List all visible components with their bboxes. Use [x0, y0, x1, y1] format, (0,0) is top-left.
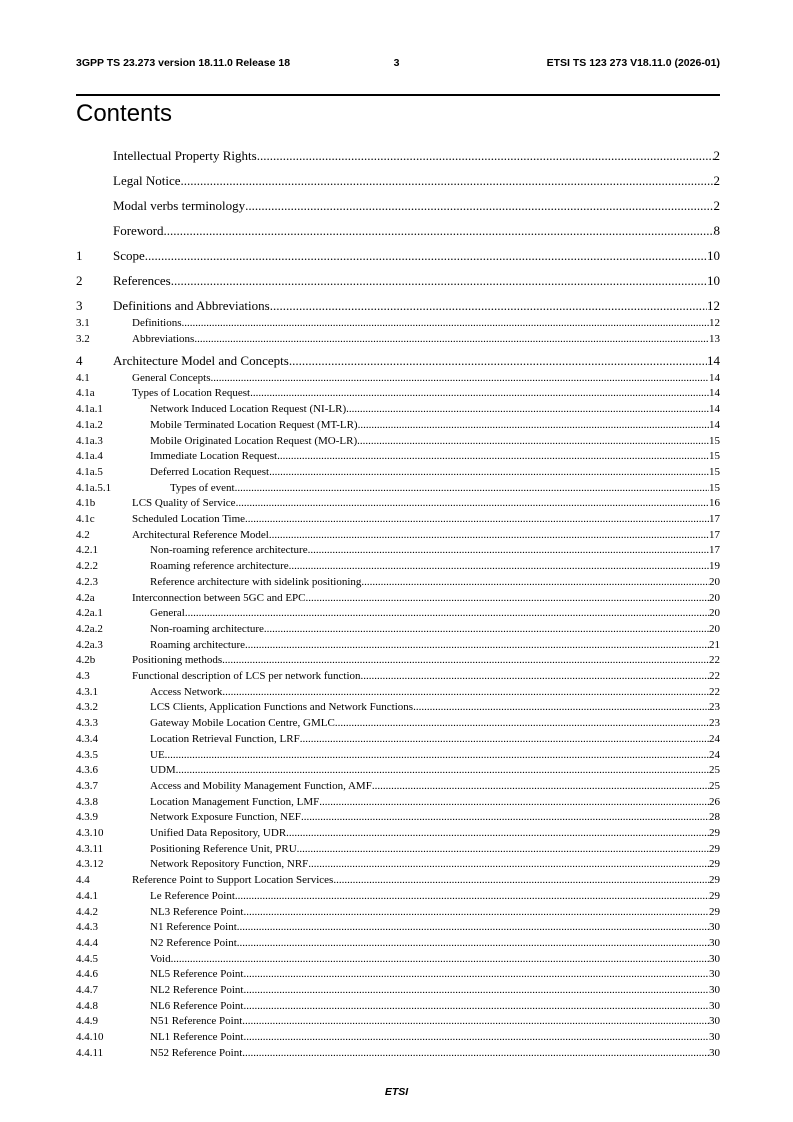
toc-entry-page: 17 [709, 544, 720, 557]
footer-etsi: ETSI [384, 1086, 409, 1098]
toc-entry[interactable] [76, 827, 720, 839]
toc-leader-dots [286, 827, 709, 839]
toc-leader-dots [211, 372, 710, 384]
toc-leader-dots [235, 482, 709, 494]
toc-leader-dots [182, 317, 710, 329]
toc-entry-page: 22 [709, 670, 720, 682]
toc-entry-page: 30 [709, 1046, 720, 1059]
toc-leader-dots [372, 780, 709, 792]
toc-entry-label: Non-roaming reference architecture [150, 544, 308, 557]
toc-entry-label: Legal Notice [113, 173, 181, 188]
toc-entry[interactable] [76, 858, 720, 870]
toc-entry-label: General Concepts [132, 371, 211, 384]
toc-entry-page: 15 [709, 450, 720, 463]
toc-leader-dots [243, 906, 709, 918]
toc-entry-number: 4.3.12 [76, 858, 104, 871]
toc-entry[interactable] [76, 906, 720, 918]
toc-entry[interactable] [76, 764, 720, 776]
toc-entry[interactable] [76, 717, 720, 729]
toc-leader-dots [346, 403, 709, 415]
toc-leader-dots [222, 686, 709, 698]
toc-entry-page: 25 [709, 779, 720, 792]
toc-entry[interactable] [76, 223, 720, 239]
toc-entry-page: 23 [709, 701, 720, 714]
toc-entry[interactable] [76, 173, 720, 189]
toc-entry-number: 4.1a.4 [76, 450, 103, 463]
toc-entry-number: 4.1a.2 [76, 418, 103, 431]
toc-leader-dots [181, 173, 714, 189]
toc-entry-number: 4.4.5 [76, 952, 98, 965]
toc-entry-label: Non-roaming architecture [150, 622, 264, 635]
toc-leader-dots [245, 198, 713, 214]
toc-entry-number: 4.4.4 [76, 936, 98, 949]
page-title: Contents [76, 100, 173, 127]
toc-entry-label: UE [150, 748, 165, 761]
toc-entry-page: 24 [709, 732, 720, 745]
toc-entry-number: 4.3 [76, 670, 90, 682]
toc-entry-label: General [150, 607, 185, 620]
toc-entry-number: 4.3.8 [76, 795, 98, 808]
toc-entry-page: 2 [713, 173, 720, 188]
toc-leader-dots [237, 921, 709, 933]
toc-leader-dots [297, 843, 709, 855]
toc-entry-page: 19 [709, 560, 720, 573]
toc-leader-dots [235, 890, 709, 902]
toc-entry[interactable] [76, 937, 720, 949]
toc-entry-page: 15 [709, 465, 720, 478]
toc-entry-label: Mobile Terminated Location Request (MT-LR) [150, 418, 358, 431]
toc-leader-dots [269, 466, 709, 478]
toc-entry-label: NL5 Reference Point [150, 968, 244, 981]
toc-entry-page: 14 [709, 371, 720, 384]
toc-leader-dots [145, 248, 707, 264]
toc-entry[interactable] [76, 984, 720, 996]
toc-entry[interactable] [76, 811, 720, 823]
toc-leader-dots [269, 529, 709, 541]
toc-entry[interactable] [76, 780, 720, 792]
toc-entry-page: 20 [709, 607, 720, 620]
toc-leader-dots [361, 670, 709, 682]
toc-entry-page: 30 [709, 968, 720, 981]
toc-entry-label: References [113, 273, 171, 288]
toc-entry-page: 14 [709, 403, 720, 416]
header-page-number: 3 [393, 57, 400, 69]
toc-entry-number: 4.3.7 [76, 779, 98, 792]
toc-entry-page: 30 [709, 999, 720, 1012]
toc-leader-dots [270, 298, 707, 314]
toc-entry-number: 4.2.1 [76, 544, 98, 557]
toc-entry-page: 8 [713, 223, 720, 238]
toc-entry-label: Le Reference Point [150, 889, 235, 902]
header-etsi-reference: ETSI TS 123 273 V18.11.0 (2026-01) [546, 57, 720, 69]
toc-entry-label: Modal verbs terminology [113, 198, 246, 213]
toc-entry-page: 20 [709, 591, 720, 604]
toc-entry[interactable] [76, 273, 720, 289]
toc-entry[interactable] [76, 148, 720, 164]
toc-entry-number: 4.3.10 [76, 827, 104, 839]
toc-entry-label: Positioning Reference Unit, PRU [150, 842, 297, 855]
toc-entry-label: Immediate Location Request [150, 450, 278, 463]
toc-leader-dots [165, 749, 709, 761]
toc-entry-label: Scheduled Location Time [132, 513, 246, 525]
toc-entry-number: 4.2 [76, 528, 90, 541]
toc-entry[interactable] [76, 874, 720, 886]
toc-leader-dots [242, 1015, 709, 1027]
toc-leader-dots [171, 273, 707, 289]
toc-entry-page: 14 [709, 418, 720, 431]
toc-entry-page: 30 [709, 936, 720, 949]
toc-entry-label: Network Induced Location Request (NI-LR) [150, 403, 347, 416]
toc-entry-page: 29 [709, 827, 720, 839]
toc-entry-number: 4.4.8 [76, 999, 98, 1012]
toc-entry-page: 14 [709, 387, 720, 400]
toc-leader-dots [277, 450, 709, 462]
toc-entry-label: Scope [113, 248, 145, 263]
toc-entry-number: 4.4.7 [76, 984, 98, 996]
toc-entry-label: Reference architecture with sidelink positioning [150, 575, 362, 588]
toc-leader-dots [171, 953, 709, 965]
toc-entry-number: 4.2a.1 [76, 607, 103, 620]
toc-leader-dots [301, 811, 709, 823]
toc-entry-number: 1 [76, 248, 83, 263]
toc-leader-dots [361, 576, 709, 588]
toc-entry-label: Access Network [150, 685, 223, 698]
toc-entry-label: NL2 Reference Point [150, 984, 244, 996]
toc-entry-number: 4.4.6 [76, 968, 98, 981]
toc-entry-label: Gateway Mobile Location Centre, GMLC [150, 717, 335, 730]
toc-entry-number: 4.3.2 [76, 701, 98, 714]
toc-entry-label: Reference Point to Support Location Services [132, 874, 334, 887]
toc-entry-number: 4.1b [76, 497, 96, 510]
toc-leader-dots [243, 1000, 709, 1012]
toc-entry[interactable] [76, 333, 720, 345]
toc-entry[interactable] [76, 298, 720, 314]
toc-entry[interactable] [76, 544, 720, 556]
toc-entry-number: 4.1c [76, 513, 95, 525]
header-spec-version: 3GPP TS 23.273 version 18.11.0 Release 18 [76, 57, 291, 69]
toc-leader-dots [237, 937, 709, 949]
toc-entry-label: Location Retrieval Function, LRF [150, 732, 300, 745]
toc-entry-number: 3.2 [76, 332, 90, 345]
toc-entry-number: 2 [76, 273, 83, 288]
toc-entry-number: 4.3.4 [76, 732, 98, 745]
toc-entry-label: UDM [150, 764, 176, 777]
toc-entry[interactable] [76, 198, 720, 214]
toc-entry[interactable] [76, 482, 720, 494]
toc-entry[interactable] [76, 607, 720, 619]
toc-entry-label: Foreword [113, 223, 164, 238]
toc-entry-label: Network Repository Function, NRF [150, 858, 309, 871]
toc-entry[interactable] [76, 353, 720, 369]
toc-entry-label: N52 Reference Point [150, 1046, 243, 1059]
toc-entry-number: 4.2a.2 [76, 622, 103, 635]
toc-entry-label: LCS Quality of Service [132, 497, 236, 510]
toc-entry-number: 4 [76, 352, 83, 368]
toc-entry-label: N2 Reference Point [150, 936, 237, 949]
toc-entry[interactable] [76, 403, 720, 415]
toc-entry[interactable] [76, 639, 720, 651]
toc-entry-number: 4.2.3 [76, 575, 98, 588]
toc-entry-page: 23 [709, 717, 720, 730]
toc-entry-label: Abbreviations [132, 332, 195, 345]
toc-leader-dots [335, 717, 709, 729]
toc-entry[interactable] [76, 890, 720, 902]
toc-entry-page: 12 [709, 317, 720, 329]
toc-entry-number: 4.1a.3 [76, 434, 103, 447]
toc-entry-label: N1 Reference Point [150, 921, 237, 934]
toc-entry-label: Location Management Function, LMF [150, 795, 320, 808]
toc-entry-page: 15 [709, 481, 720, 494]
toc-entry[interactable] [76, 435, 720, 447]
toc-entry-page: 29 [709, 874, 720, 887]
toc-entry-label: Definitions and Abbreviations [113, 298, 270, 313]
toc-leader-dots [243, 984, 709, 996]
toc-entry-page: 30 [709, 1031, 720, 1044]
toc-entry[interactable] [76, 1047, 720, 1059]
toc-leader-dots [243, 1031, 709, 1043]
toc-entry-page: 30 [709, 1015, 720, 1028]
toc-leader-dots [358, 419, 709, 431]
toc-entry-number: 3.1 [76, 317, 90, 329]
toc-entry-page: 15 [709, 434, 720, 447]
toc-entry-number: 4.4.11 [76, 1046, 104, 1059]
toc-leader-dots [289, 353, 707, 369]
toc-leader-dots [242, 1047, 709, 1059]
toc-entry-number: 4.2b [76, 654, 96, 667]
toc-leader-dots [319, 796, 709, 808]
toc-entry[interactable] [76, 576, 720, 588]
toc-entry[interactable] [76, 701, 720, 713]
toc-entry-number: 4.1a [76, 387, 95, 400]
toc-entry-page: 22 [709, 685, 720, 698]
toc-entry-page: 22 [709, 654, 720, 667]
toc-entry-label: Intellectual Property Rights [113, 148, 257, 163]
toc-leader-dots [185, 607, 709, 619]
toc-leader-dots [308, 858, 709, 870]
toc-entry[interactable] [76, 670, 720, 682]
toc-entry-label: Network Exposure Function, NEF [150, 811, 301, 824]
toc-entry[interactable] [76, 686, 720, 698]
toc-entry-page: 29 [709, 905, 720, 918]
toc-entry-page: 10 [707, 273, 720, 288]
toc-leader-dots [176, 764, 709, 776]
toc-entry-number: 4.3.3 [76, 717, 98, 730]
toc-entry-label: Mobile Originated Location Request (MO-LR) [150, 434, 358, 447]
toc-entry-page: 30 [709, 952, 720, 965]
toc-entry-page: 30 [709, 984, 720, 996]
toc-entry[interactable] [76, 1015, 720, 1027]
toc-entry[interactable] [76, 497, 720, 509]
toc-entry-number: 4.3.5 [76, 748, 98, 761]
toc-entry-number: 4.3.1 [76, 685, 98, 698]
toc-entry-number: 4.4.1 [76, 889, 98, 902]
toc-leader-dots [413, 701, 709, 713]
toc-entry[interactable] [76, 529, 720, 541]
toc-entry[interactable] [76, 968, 720, 980]
toc-entry-page: 2 [713, 148, 720, 163]
toc-entry[interactable] [76, 450, 720, 462]
toc-entry[interactable] [76, 387, 720, 399]
toc-entry-number: 4.3.11 [76, 842, 104, 855]
toc-entry-number: 4.4.9 [76, 1015, 98, 1028]
toc-entry-label: Deferred Location Request [150, 465, 270, 478]
toc-entry-label: Access and Mobility Management Function, AMF [150, 779, 372, 792]
toc-leader-dots [250, 387, 709, 399]
toc-entry[interactable] [76, 513, 720, 525]
toc-entry[interactable] [76, 1000, 720, 1012]
toc-entry-label: Interconnection between 5GC and EPC [132, 591, 306, 604]
toc-entry-page: 13 [709, 332, 720, 345]
toc-entry[interactable] [76, 654, 720, 666]
toc-leader-dots [333, 874, 709, 886]
toc-entry-label: LCS Clients, Application Functions and Network Functions [150, 701, 414, 714]
toc-entry[interactable] [76, 372, 720, 384]
toc-entry-number: 3 [76, 298, 83, 313]
toc-entry-number: 4.1a.5 [76, 465, 103, 478]
toc-entry-page: 28 [709, 811, 720, 824]
toc-entry-label: NL3 Reference Point [150, 905, 244, 918]
toc-leader-dots [236, 497, 709, 509]
toc-entry[interactable] [76, 419, 720, 431]
toc-entry-number: 4.4.3 [76, 921, 98, 934]
toc-entry-page: 30 [709, 921, 720, 934]
toc-entry-label: Types of Location Request [132, 387, 251, 400]
toc-entry-label: Types of event [170, 481, 235, 494]
toc-entry-page: 29 [709, 842, 720, 855]
toc-leader-dots [245, 639, 709, 651]
toc-leader-dots [245, 513, 709, 525]
toc-entry-page: 24 [709, 748, 720, 761]
toc-entry-number: 4.4.2 [76, 905, 98, 918]
toc-leader-dots [289, 560, 709, 572]
toc-entry-page: 17 [709, 513, 720, 525]
toc-entry-label: Architecture Model and Concepts [113, 352, 289, 368]
toc-entry-label: Architectural Reference Model [132, 528, 269, 541]
toc-leader-dots [300, 733, 709, 745]
toc-entry-label: N51 Reference Point [150, 1015, 243, 1028]
toc-entry[interactable] [76, 1031, 720, 1043]
toc-entry[interactable] [76, 560, 720, 572]
toc-entry-page: 25 [709, 764, 720, 777]
toc-leader-dots [164, 223, 714, 239]
toc-entry-page: 2 [713, 198, 720, 213]
toc-leader-dots [243, 968, 709, 980]
toc-entry-number: 4.2.2 [76, 560, 98, 573]
toc-entry-page: 17 [709, 528, 720, 541]
toc-entry-label: NL1 Reference Point [150, 1031, 244, 1044]
toc-entry-page: 29 [709, 858, 720, 871]
toc-entry-page: 16 [709, 497, 720, 510]
toc-entry-page: 12 [707, 298, 720, 313]
toc-entry-number: 4.1 [76, 371, 90, 384]
toc-entry-number: 4.4.10 [76, 1031, 104, 1044]
header-rule [76, 94, 720, 96]
toc-entry-number: 4.3.6 [76, 764, 98, 777]
toc-entry-label: Definitions [132, 317, 182, 329]
toc-entry[interactable] [76, 248, 720, 264]
toc-leader-dots [357, 435, 709, 447]
toc-entry-page: 29 [709, 889, 720, 902]
toc-entry-label: Unified Data Repository, UDR [150, 827, 287, 839]
toc-entry-page: 14 [707, 352, 720, 368]
toc-entry-number: 4.2a [76, 591, 95, 604]
toc-entry[interactable] [76, 623, 720, 635]
toc-leader-dots [306, 592, 709, 604]
toc-leader-dots [222, 654, 709, 666]
toc-entry[interactable] [76, 953, 720, 965]
toc-entry-number: 4.3.9 [76, 811, 98, 824]
toc-leader-dots [257, 148, 714, 164]
toc-entry-page: 26 [709, 795, 720, 808]
toc-entry-number: 4.4 [76, 874, 90, 887]
toc-entry-page: 20 [709, 575, 720, 588]
toc-entry-number: 4.1a.5.1 [76, 481, 112, 494]
toc-leader-dots [194, 333, 709, 345]
toc-entry-label: NL6 Reference Point [150, 999, 244, 1012]
toc-entry-label: Roaming architecture [150, 638, 245, 651]
toc-entry-label: Roaming reference architecture [150, 560, 289, 573]
toc-leader-dots [264, 623, 709, 635]
toc-entry-label: Void [150, 952, 171, 965]
toc-entry[interactable] [76, 592, 720, 604]
toc-entry-label: Functional description of LCS per network function [132, 670, 361, 682]
toc-entry-number: 4.2a.3 [76, 638, 103, 651]
toc-entry-page: 10 [707, 248, 720, 263]
toc-entry[interactable] [76, 796, 720, 808]
toc-entry[interactable] [76, 921, 720, 933]
toc-entry[interactable] [76, 733, 720, 745]
toc-leader-dots [308, 544, 709, 556]
toc-entry-label: Positioning methods [132, 654, 223, 667]
toc-entry[interactable] [76, 317, 720, 329]
toc-entry[interactable] [76, 749, 720, 761]
toc-entry-number: 4.1a.1 [76, 403, 103, 416]
toc-entry[interactable] [76, 466, 720, 478]
toc-entry[interactable] [76, 843, 720, 855]
toc-entry-page: 20 [709, 622, 720, 635]
toc-entry-page: 21 [709, 638, 720, 651]
